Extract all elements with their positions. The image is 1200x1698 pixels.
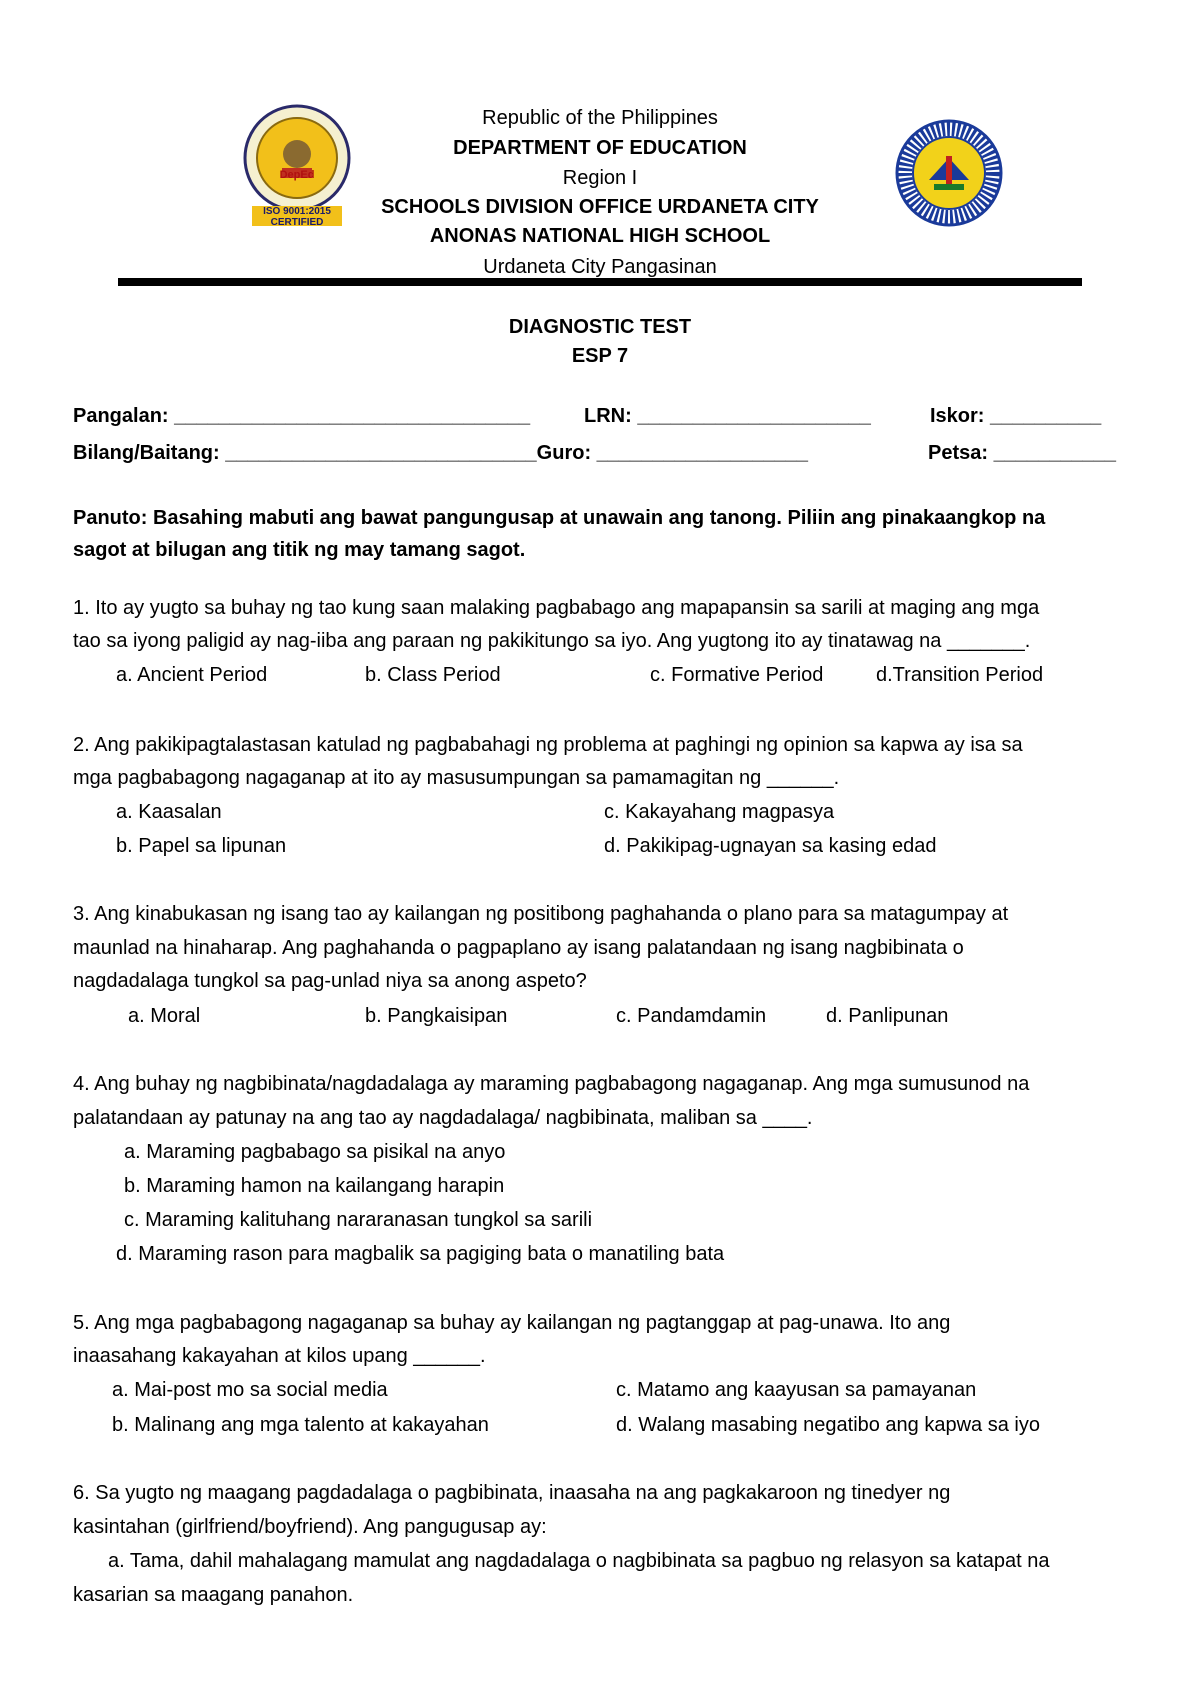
question-4-line-1: 4. Ang buhay ng nagbibinata/nagdadalaga ay maraming pagbabagong nagaganap. Ang mga sumusunod na — [73, 1073, 1030, 1095]
section-teacher-field: Bilang/Baitang: ____________________________Guro: ___________________ — [73, 442, 808, 464]
question-3-option-d[interactable]: d. Panlipunan — [826, 1005, 949, 1027]
question-1-option-d[interactable]: d.Transition Period — [876, 664, 1044, 686]
question-1-line-1: 1. Ito ay yugto sa buhay ng tao kung saan malaking pagbabago ang mapapansin sa sarili at maging ang mga — [73, 597, 1040, 619]
question-4-option-a[interactable]: a. Maraming pagbabago sa pisikal na anyo — [124, 1141, 506, 1163]
question-2-option-c[interactable]: c. Kakayahang magpasya — [604, 801, 835, 823]
question-5-option-c[interactable]: c. Matamo ang kaayusan sa pamayanan — [616, 1379, 977, 1401]
question-5-line-1: 5. Ang mga pagbabagong nagaganap sa buhay ay kailangan ng pagtanggap at pag-unawa. Ito ang — [73, 1312, 951, 1334]
header-divider — [118, 278, 1082, 286]
question-3-option-a[interactable]: a. Moral — [128, 1005, 201, 1027]
question-1-option-c[interactable]: c. Formative Period — [650, 664, 824, 686]
question-6-option-a-line-2: kasarian sa maagang panahon. — [73, 1584, 354, 1606]
question-3-option-c[interactable]: c. Pandamdamin — [616, 1005, 767, 1027]
question-2-option-d[interactable]: d. Pakikipag-ugnayan sa kasing edad — [604, 835, 937, 857]
date-field: Petsa: ___________ — [928, 442, 1116, 464]
question-2-option-b[interactable]: b. Papel sa lipunan — [116, 835, 287, 857]
question-1-option-b[interactable]: b. Class Period — [365, 664, 501, 686]
header-school: ANONAS NATIONAL HIGH SCHOOL — [429, 225, 771, 247]
header-division: SCHOOLS DIVISION OFFICE URDANETA CITY — [381, 196, 819, 218]
question-4-option-b[interactable]: b. Maraming hamon na kailangang harapin — [124, 1175, 505, 1197]
header-location: Urdaneta City Pangasinan — [483, 256, 717, 278]
question-5-option-a[interactable]: a. Mai-post mo sa social media — [112, 1379, 388, 1401]
test-title: DIAGNOSTIC TEST — [508, 316, 692, 338]
instructions-line-1: Panuto: Basahing mabuti ang bawat pangungusap at unawain ang tanong. Piliin ang pinakaangkop na — [73, 507, 1046, 529]
question-2-line-1: 2. Ang pakikipagtalastasan katulad ng pagbabahagi ng problema at paghingi ng opinion sa kapwa ay isa sa — [73, 734, 1023, 756]
lrn-field: LRN: _____________________ — [584, 405, 871, 427]
question-5-option-b[interactable]: b. Malinang ang mga talento at kakayahan — [112, 1414, 489, 1436]
header-department: DEPARTMENT OF EDUCATION — [453, 137, 747, 159]
question-6-line-1: 6. Sa yugto ng maagang pagdadalaga o pagbibinata, inaasaha na ang pagkakaroon ng tinedyer ng — [73, 1482, 951, 1504]
question-4-option-d[interactable]: d. Maraming rason para magbalik sa pagiging bata o manatiling bata — [116, 1243, 725, 1265]
test-subject: ESP 7 — [571, 345, 629, 367]
question-4-option-c[interactable]: c. Maraming kalituhang nararanasan tungkol sa sarili — [124, 1209, 593, 1231]
question-3-line-2: maunlad na hinaharap. Ang paghahanda o pagpaplano ay isang palatandaan ng isang nagbibinata o — [73, 937, 964, 959]
seal-certified-text: CERTIFIED — [270, 217, 324, 228]
question-3-line-1: 3. Ang kinabukasan ng isang tao ay kailangan ng positibong paghahanda o plano para sa matagumpay at — [73, 903, 1009, 925]
question-3-line-3: nagdadalaga tungkol sa pag-unlad niya sa anong aspeto? — [73, 970, 587, 992]
score-field: Iskor: __________ — [930, 405, 1102, 427]
question-3-option-b[interactable]: b. Pangkaisipan — [365, 1005, 508, 1027]
question-5-line-2: inaasahang kakayahan at kilos upang ______. — [73, 1345, 486, 1367]
header-republic: Republic of the Philippines — [482, 107, 718, 129]
question-6-line-2: kasintahan (girlfriend/boyfriend). Ang pangugusap ay: — [73, 1516, 547, 1538]
seal-iso-text: ISO 9001:2015 — [263, 206, 331, 217]
header-region: Region I — [562, 167, 638, 189]
question-6-option-a-line-1[interactable]: a. Tama, dahil mahalagang mamulat ang nagdadalaga o nagbibinata sa pagbuo ng relasyon sa katapat na — [108, 1550, 1050, 1572]
question-1-option-a[interactable]: a. Ancient Period — [116, 664, 268, 686]
instructions-line-2: sagot at bilugan ang titik ng may tamang sagot. — [73, 539, 526, 561]
seal-badge-text: DepEd — [279, 169, 315, 181]
question-5-option-d[interactable]: d. Walang masabing negatibo ang kapwa sa iyo — [616, 1414, 1040, 1436]
question-2-option-a[interactable]: a. Kaasalan — [116, 801, 222, 823]
question-4-line-2: palatandaan ay patunay na ang tao ay nagdadalaga/ nagbibinata, maliban sa ____. — [73, 1107, 813, 1129]
question-2-line-2: mga pagbabagong nagaganap at ito ay masusumpungan sa pamamagitan ng ______. — [73, 767, 840, 789]
question-1-line-2: tao sa iyong paligid ay nag-iiba ang paraan ng pakikitungo sa iyo. Ang yugtong ito ay tinatawag na _______. — [73, 630, 1031, 652]
name-field: Pangalan: ________________________________ — [73, 405, 531, 427]
